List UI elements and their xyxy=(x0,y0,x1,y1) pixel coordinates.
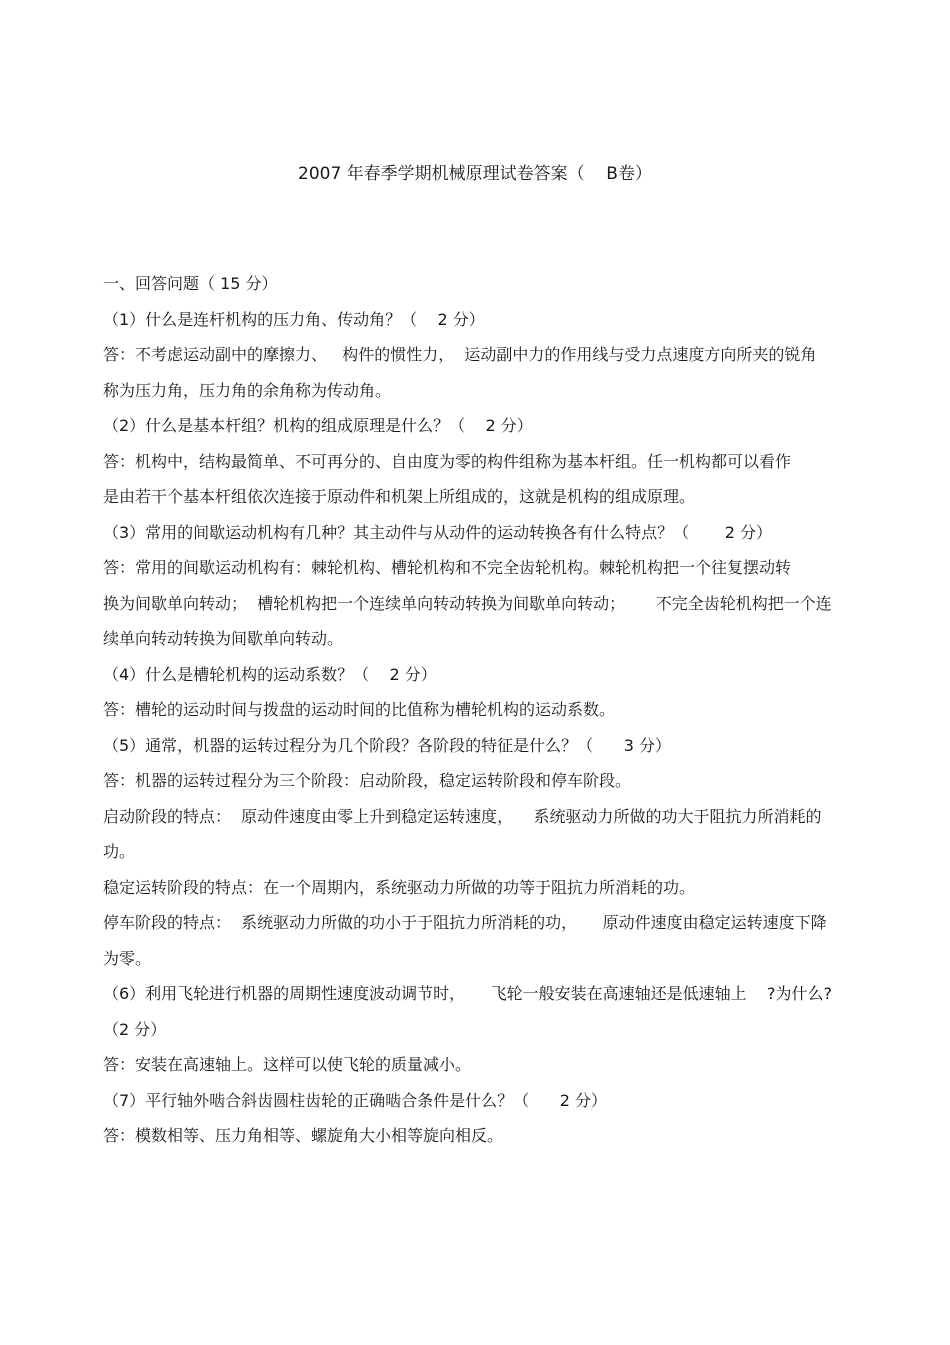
document-body xyxy=(103,272,913,1160)
answer-7: 答：模数相等、压力角相等、螺旋角大小相等旋向相反。 xyxy=(103,1126,504,1145)
answer-5-line-6: 为零。 xyxy=(103,948,152,968)
question-2: （2）什么是基本杆组？机构的组成原理是什么？（ 2 分） xyxy=(103,416,533,435)
answer-5-line-4: 稳定运转阶段的特点：在一个周期内，系统驱动力所做的功等于阻抗力所消耗的功。 xyxy=(103,877,696,897)
question-4: （4）什么是槽轮机构的运动系数？（ 2 分） xyxy=(103,664,437,684)
answer-5-line-3: 功。 xyxy=(103,842,136,861)
answer-1-line-2: 称为压力角，压力角的余角称为传动角。 xyxy=(103,380,392,400)
answer-3-line-1: 答：常用的间歇运动机构有：棘轮机构、槽轮机构和不完全齿轮机构。棘轮机构把一个往复摆动转 xyxy=(103,558,792,577)
answer-3-line-2: 换为间歇单向转动； 槽轮机构把一个连续单向转动转换为间歇单向转动； 不完全齿轮机构把一个连 xyxy=(103,593,832,613)
answer-2-line-1: 答：机构中，结构最简单、不可再分的、自由度为零的构件组称为基本杆组。任一机构都可以看作 xyxy=(103,451,792,471)
question-1: （1）什么是连杆机构的压力角、传动角？（ 2 分） xyxy=(103,309,485,329)
answer-4: 答：槽轮的运动时间与拨盘的运动时间的比值称为槽轮机构的运动系数。 xyxy=(103,700,616,719)
answer-5-line-5: 停车阶段的特点： 系统驱动力所做的功小于于阻抗力所消耗的功， 原动件速度由稳定运转速度下降 xyxy=(103,913,827,932)
section-heading: 一、回答问题（ 15 分） xyxy=(103,274,278,293)
document-title: 2007 年春季学期机械原理试卷答案（ B卷） xyxy=(298,164,652,184)
question-6-line-1: （6）利用飞轮进行机器的周期性速度波动调节时， 飞轮一般安装在高速轴还是低速轴上 ?为什么? xyxy=(103,984,832,1003)
answer-3-line-3: 续单向转动转换为间歇单向转动。 xyxy=(103,629,344,648)
question-3: （3）常用的间歇运动机构有几种？其主动件与从动件的运动转换各有什么特点？（ 2 分） xyxy=(103,522,773,542)
question-6-line-2: （2 分） xyxy=(103,1019,167,1039)
answer-6: 答：安装在高速轴上。这样可以使飞轮的质量减小。 xyxy=(103,1055,472,1074)
question-7: （7）平行轴外啮合斜齿圆柱齿轮的正确啮合条件是什么？（ 2 分） xyxy=(103,1090,607,1110)
question-5: （5）通常，机器的运转过程分为几个阶段？各阶段的特征是什么？（ 3 分） xyxy=(103,735,671,755)
answer-1-line-1: 答：不考虑运动副中的摩擦力、 构件的惯性力， 运动副中力的作用线与受力点速度方向所夹的锐角 xyxy=(103,345,817,364)
answer-5-line-1: 答：机器的运转过程分为三个阶段：启动阶段，稳定运转阶段和停车阶段。 xyxy=(103,771,632,790)
answer-2-line-2: 是由若干个基本杆组依次连接于原动件和机架上所组成的，这就是机构的组成原理。 xyxy=(103,487,696,506)
answer-5-line-2: 启动阶段的特点： 原动件速度由零上升到稳定运转速度， 系统驱动力所做的功大于阻抗力所消耗的 xyxy=(103,806,822,826)
